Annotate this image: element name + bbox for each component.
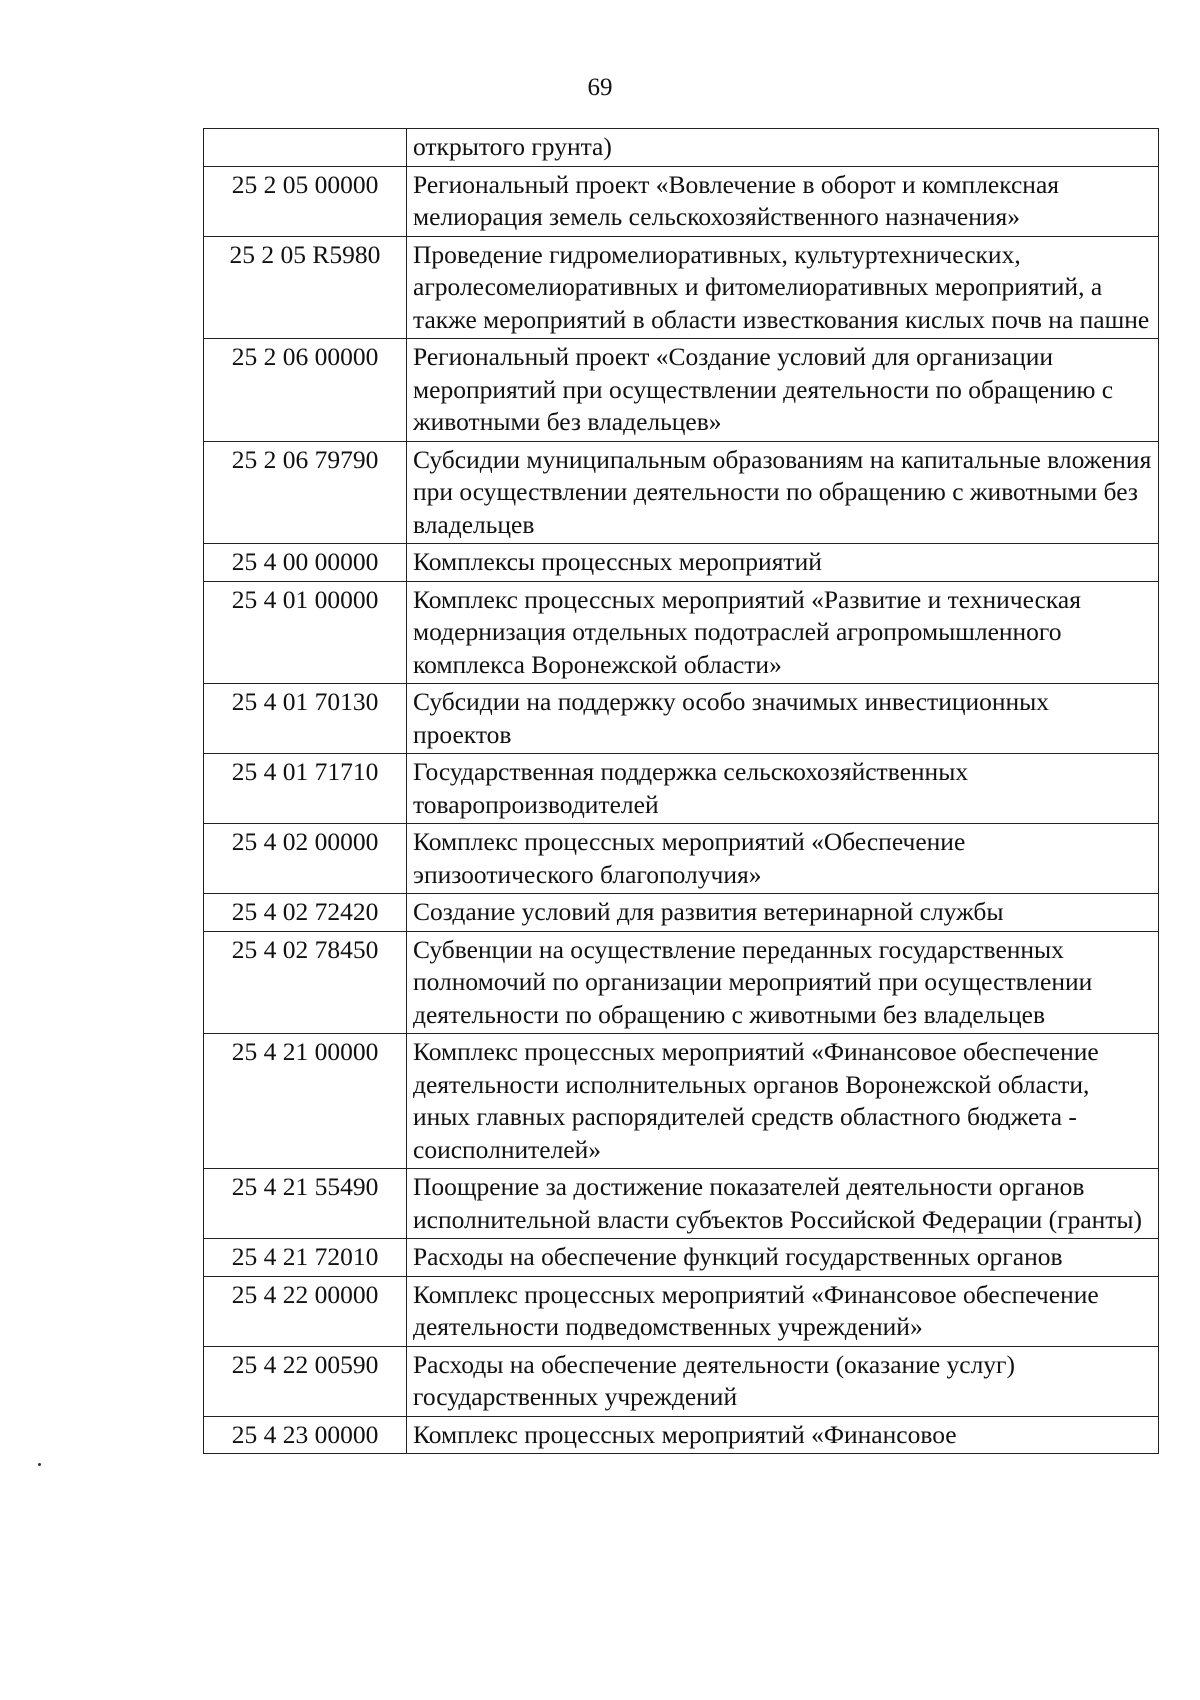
row-code: 25 4 22 00000 xyxy=(204,1276,407,1346)
row-name: Государственная поддержка сельскохозяйственных товаропроизводителей xyxy=(407,754,1159,824)
table-row xyxy=(204,166,1159,236)
table-row xyxy=(204,129,1159,167)
row-name: Проведение гидромелиоративных, культуртехнических, агролесомелиоративных и фитомелиоративных мероприятий, а также мероприятий в области известкования кислых почв на пашне xyxy=(407,236,1159,339)
table-row xyxy=(204,1416,1159,1454)
row-code: 25 4 01 00000 xyxy=(204,581,407,684)
row-code: 25 4 02 72420 xyxy=(204,894,407,932)
row-name: Субвенции на осуществление переданных государственных полномочий по организации мероприятий при осуществлении деятельности по обращению с животными без владельцев xyxy=(407,931,1159,1034)
row-code: 25 2 06 79790 xyxy=(204,441,407,544)
row-name: Комплекс процессных мероприятий «Развитие и техническая модернизация отдельных подотраслей агропромышленного комплекса Воронежской области» xyxy=(407,581,1159,684)
scan-speck xyxy=(38,1463,41,1466)
row-name: Комплекс процессных мероприятий «Финансовое обеспечение деятельности подведомственных учреждений» xyxy=(407,1276,1159,1346)
table-row xyxy=(204,1239,1159,1277)
row-code: 25 4 01 70130 xyxy=(204,684,407,754)
row-code xyxy=(204,129,407,167)
row-name: Поощрение за достижение показателей деятельности органов исполнительной власти субъектов Российской Федерации (гранты) xyxy=(407,1169,1159,1239)
table-row xyxy=(204,754,1159,824)
row-name: Региональный проект «Вовлечение в оборот и комплексная мелиорация земель сельскохозяйственного назначения» xyxy=(407,166,1159,236)
table-row xyxy=(204,1169,1159,1239)
row-name: Комплекс процессных мероприятий «Обеспечение эпизоотического благополучия» xyxy=(407,824,1159,894)
row-code: 25 4 22 00590 xyxy=(204,1346,407,1416)
table-row xyxy=(204,236,1159,339)
row-name: Комплексы процессных мероприятий xyxy=(407,544,1159,582)
row-code: 25 4 02 78450 xyxy=(204,931,407,1034)
row-code: 25 4 21 72010 xyxy=(204,1239,407,1277)
row-code: 25 2 05 00000 xyxy=(204,166,407,236)
budget-classification-table xyxy=(203,128,1158,1454)
row-code: 25 4 02 00000 xyxy=(204,824,407,894)
table-row xyxy=(204,339,1159,442)
row-name: Региональный проект «Создание условий для организации мероприятий при осуществлении деятельности по обращению с животными без владельцев» xyxy=(407,339,1159,442)
table-row xyxy=(204,1346,1159,1416)
table-row xyxy=(204,544,1159,582)
row-name: открытого грунта) xyxy=(407,129,1159,167)
row-name: Комплекс процессных мероприятий «Финансовое обеспечение деятельности исполнительных органов Воронежской области, иных главных распорядителей средств областного бюджета - соисполнителей» xyxy=(407,1034,1159,1169)
row-name: Субсидии муниципальным образованиям на капитальные вложения при осуществлении деятельности по обращению с животными без владельцев xyxy=(407,441,1159,544)
table-row xyxy=(204,931,1159,1034)
table-row xyxy=(204,824,1159,894)
row-code: 25 2 05 R5980 xyxy=(204,236,407,339)
table-row xyxy=(204,894,1159,932)
table-row xyxy=(204,441,1159,544)
row-name: Создание условий для развития ветеринарной службы xyxy=(407,894,1159,932)
row-name: Расходы на обеспечение функций государственных органов xyxy=(407,1239,1159,1277)
table-row xyxy=(204,1276,1159,1346)
row-code: 25 4 01 71710 xyxy=(204,754,407,824)
row-code: 25 2 06 00000 xyxy=(204,339,407,442)
table-row xyxy=(204,684,1159,754)
row-code: 25 4 21 00000 xyxy=(204,1034,407,1169)
row-code: 25 4 00 00000 xyxy=(204,544,407,582)
row-code: 25 4 21 55490 xyxy=(204,1169,407,1239)
row-name: Комплекс процессных мероприятий «Финансовое xyxy=(407,1416,1159,1454)
table-row xyxy=(204,581,1159,684)
row-name: Субсидии на поддержку особо значимых инвестиционных проектов xyxy=(407,684,1159,754)
table-row xyxy=(204,1034,1159,1169)
page-number: 69 xyxy=(587,74,613,101)
row-code: 25 4 23 00000 xyxy=(204,1416,407,1454)
row-name: Расходы на обеспечение деятельности (оказание услуг) государственных учреждений xyxy=(407,1346,1159,1416)
